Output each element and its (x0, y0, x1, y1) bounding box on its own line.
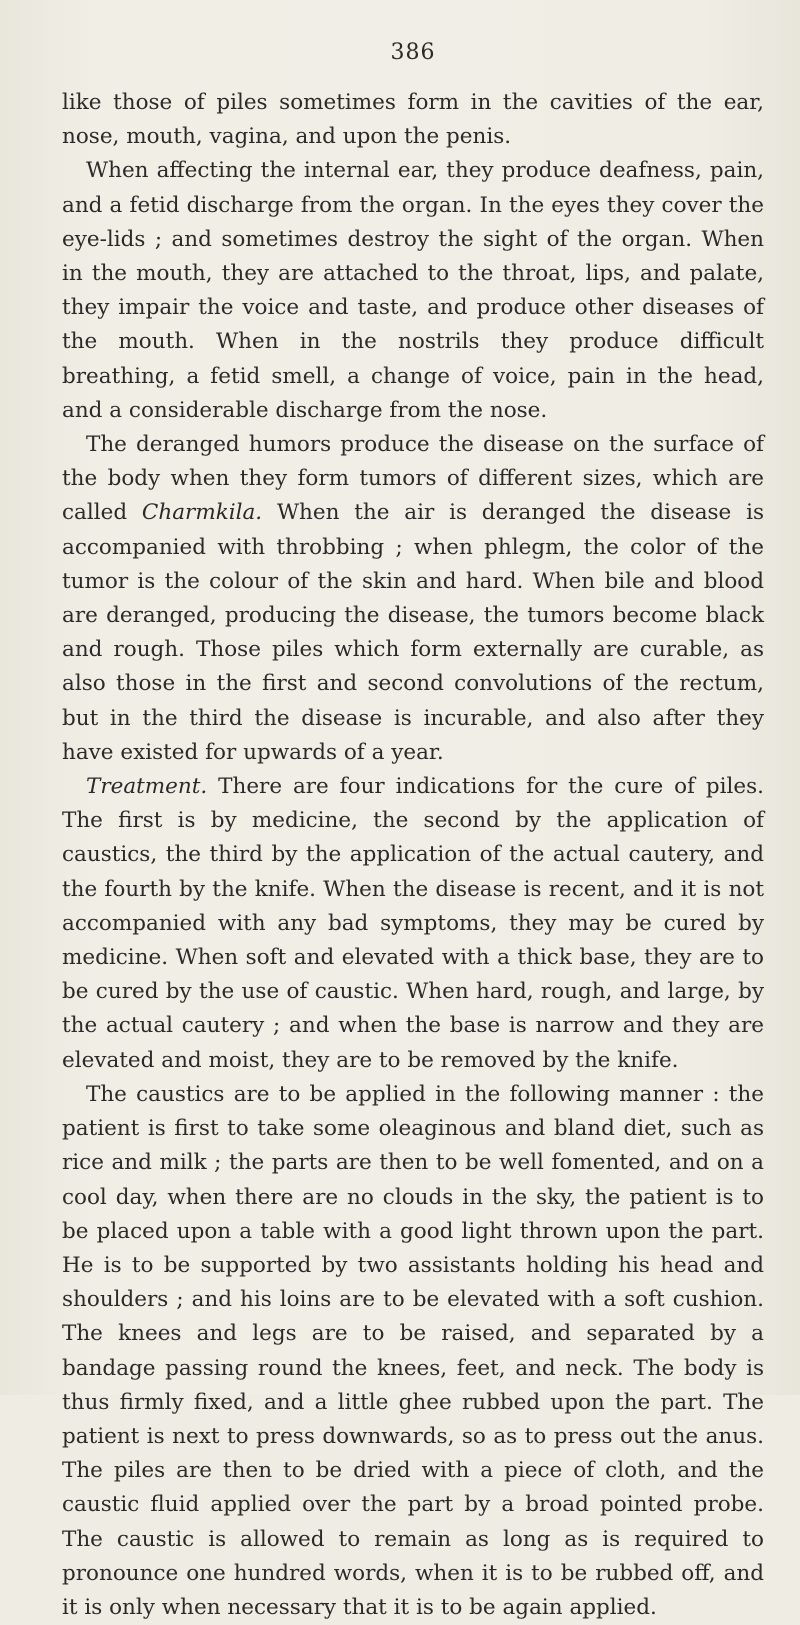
page-body (62, 86, 764, 1625)
term-treatment: Treatment. (86, 774, 208, 800)
paragraph-3-text-before: The deranged humors produce the disease on the surface of the body when they form tumors of different sizes, which are called (62, 432, 764, 526)
paragraph-4 (62, 770, 764, 1078)
page-number: 386 (390, 40, 436, 65)
paragraph-1: like those of piles sometimes form in the cavities of the ear, nose, mouth, vagina, and upon the penis. (62, 90, 764, 150)
paragraph-3 (62, 428, 764, 770)
paragraph-5: The caustics are to be applied in the following manner : the patient is first to take some oleaginous and bland diet, such as rice and milk ; the parts are then to be well fomented, and on a cool day, when there are no clouds in the sky, the patient is to be placed upon a table with a good light thrown upon the part. He is to be supported by two assistants holding his head and shoulders ; and his loins are to be elevated with a soft cushion. The knees and legs are to be raised, and separated by a bandage passing round the knees, feet, and neck. The body is thus firmly fixed, and a little ghee rubbed upon the part. The patient is next to press downwards, so as to press out the anus. The piles are then to be dried with a piece of cloth, and the caustic fluid applied over the part by a broad pointed probe. The caustic is allowed to remain as long as is required to pronounce one hundred words, when it is to be rubbed off, and it is only when necessary that it is to be again applied. (62, 1081, 764, 1620)
paragraph-2: When affecting the internal ear, they produce deafness, pain, and a fetid discharge from the organ. In the eyes they cover the eye-lids ; and sometimes destroy the sight of the organ. When in the mouth, they are attached to the throat, lips, and palate, they impair the voice and taste, and produce other diseases of the mouth. When in the nostrils they produce difficult breathing, a fetid smell, a change of voice, pain in the head, and a considerable discharge from the nose. (62, 158, 764, 423)
term-charmkila: Charmkila. (141, 500, 263, 526)
paragraph-4-text: There are four indications for the cure of piles. The first is by medicine, the second by the application of caustics, the third by the application of the actual cautery, and the fourth by the knife. When the disease is recent, and it is not accompanied with any bad symptoms, they may be cured by medicine. When soft and elevated with a thick base, they are to be cured by the use of caustic. When hard, rough, and large, by the actual cautery ; and when the base is narrow and they are elevated and moist, they are to be removed by the knife. (62, 774, 764, 1073)
paragraph-3-text-after: When the air is deranged the disease is accompanied with throbbing ; when phlegm, the color of the tumor is the colour of the skin and hard. When bile and blood are deranged, producing the disease, the tumors become black and rough. Those piles which form externally are curable, as also those in the first and second convolutions of the rectum, but in the third the disease is incurable, and also after they have existed for upwards of a year. (62, 500, 764, 765)
